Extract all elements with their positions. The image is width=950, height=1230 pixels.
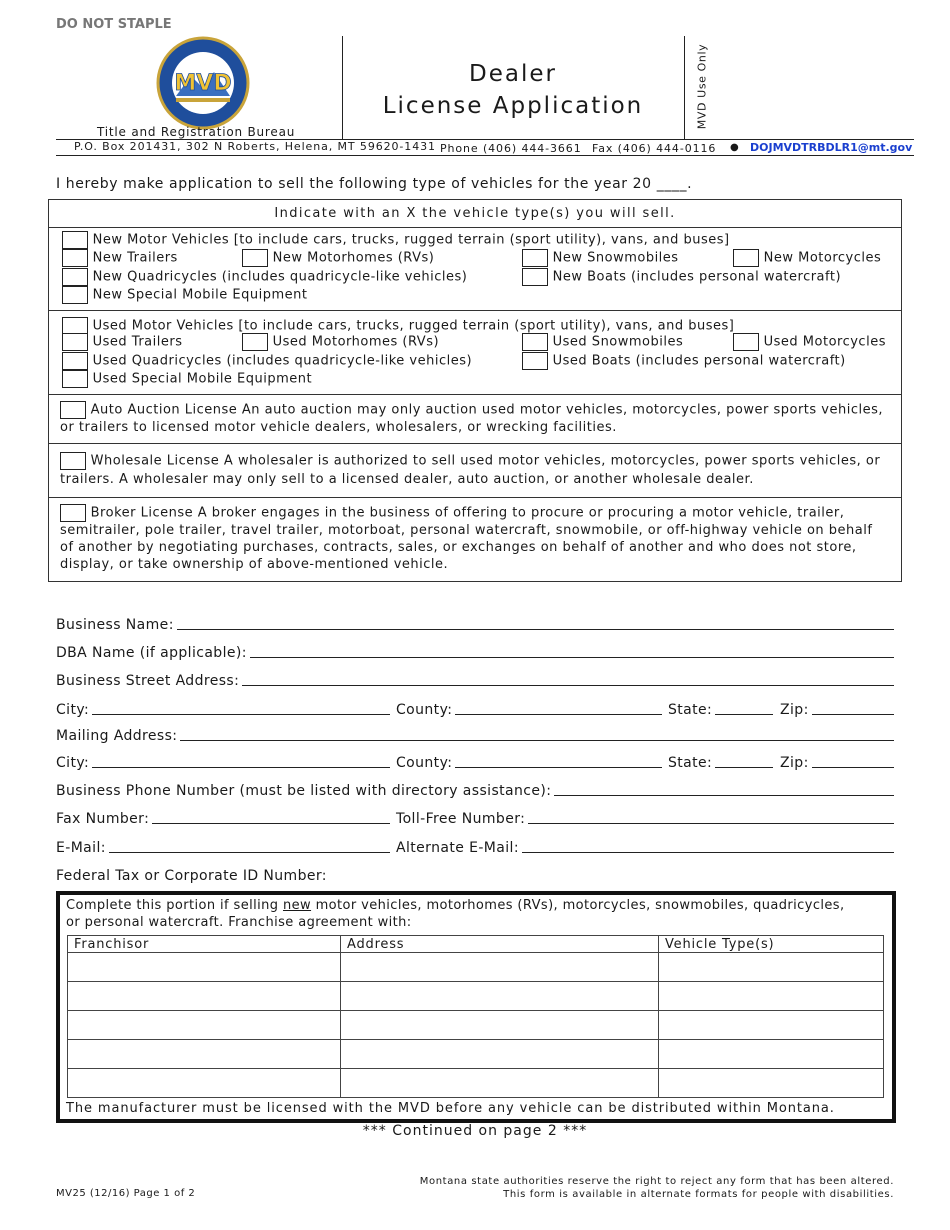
franchise-intro-post: motor vehicles, motorhomes (RVs), motorcycles, snowmobiles, quadricycles, bbox=[311, 898, 845, 913]
new-quadricycles-checkbox[interactable] bbox=[62, 268, 88, 286]
county-input[interactable] bbox=[455, 713, 662, 715]
used-trailers-label: Used Trailers bbox=[92, 334, 183, 350]
new-motorhomes-checkbox[interactable] bbox=[242, 249, 268, 267]
federal-input[interactable] bbox=[330, 880, 894, 881]
new-motorhomes-label: New Motorhomes (RVs) bbox=[272, 250, 435, 266]
used-snowmobiles-item bbox=[522, 333, 683, 351]
wholesale-section bbox=[48, 444, 902, 498]
used-quadricycles-checkbox[interactable] bbox=[62, 352, 88, 370]
vehicle-type-cell[interactable] bbox=[659, 982, 884, 1011]
used-motorhomes-label: Used Motorhomes (RVs) bbox=[272, 334, 440, 350]
form-title bbox=[343, 58, 683, 122]
business-name-input[interactable] bbox=[177, 628, 894, 630]
new-motorcycles-item bbox=[733, 249, 881, 267]
broker-text: Broker License A broker engages in the business of offering to procure or procuring a motor vehicle, trailer, semitrailer, pole trailer, travel trailer, motorboat, personal watercraft, snowmobile, or off-highway vehicle on behalf of another by negotiating purchases, contracts, sales, or exchanges on behalf of another and who does not store, display, or take ownership of above-mentioned vehicle. bbox=[60, 505, 873, 572]
intro-statement: I hereby make application to sell the following type of vehicles for the year 20 ____. bbox=[56, 176, 693, 192]
bureau-name: Title and Registration Bureau bbox=[97, 125, 296, 139]
form-id: MV25 (12/16) Page 1 of 2 bbox=[56, 1188, 196, 1199]
county-label: County: bbox=[396, 702, 453, 718]
state-label: State: bbox=[668, 702, 713, 718]
new-boats-item bbox=[522, 268, 841, 286]
franchise-intro-pre: Complete this portion if selling bbox=[66, 898, 283, 913]
franchisor-cell[interactable] bbox=[68, 982, 341, 1011]
franchise-intro-new: new bbox=[282, 898, 312, 913]
used-boats-label: Used Boats (includes personal watercraft) bbox=[552, 353, 846, 369]
used-motorcycles-item bbox=[733, 333, 886, 351]
new-trailers-label: New Trailers bbox=[92, 250, 178, 266]
form-title-line1: Dealer bbox=[469, 61, 557, 87]
table-row bbox=[68, 1040, 884, 1069]
new-motorcycles-label: New Motorcycles bbox=[763, 250, 882, 266]
address-cell[interactable] bbox=[341, 953, 659, 982]
vehicle-type-cell[interactable] bbox=[659, 1040, 884, 1069]
business-name-row bbox=[56, 617, 894, 633]
used-trailers-checkbox[interactable] bbox=[62, 333, 88, 351]
vehicle-type-heading-box bbox=[48, 199, 902, 228]
vehicle-type-cell[interactable] bbox=[659, 1069, 884, 1098]
franchise-table-header bbox=[68, 936, 884, 953]
header-rule-lower bbox=[56, 155, 914, 156]
new-snowmobiles-checkbox[interactable] bbox=[522, 249, 548, 267]
mailing-state-row bbox=[668, 755, 773, 771]
mailing-address: P.O. Box 201431, 302 N Roberts, Helena, MT 59620-1431 bbox=[74, 140, 436, 153]
used-motorcycles-label: Used Motorcycles bbox=[763, 334, 886, 350]
used-motorhomes-checkbox[interactable] bbox=[242, 333, 268, 351]
used-special-label: Used Special Mobile Equipment bbox=[92, 371, 313, 387]
mailing-zip-label: Zip: bbox=[780, 755, 809, 771]
new-motor-checkbox[interactable] bbox=[62, 231, 88, 249]
city-input[interactable] bbox=[92, 713, 390, 715]
address-cell[interactable] bbox=[341, 1011, 659, 1040]
new-boats-label: New Boats (includes personal watercraft) bbox=[552, 269, 842, 285]
email-row bbox=[56, 840, 390, 856]
fax-number: Fax (406) 444-0116 bbox=[592, 142, 717, 155]
mailing-state-label: State: bbox=[668, 755, 713, 771]
used-snowmobiles-checkbox[interactable] bbox=[522, 333, 548, 351]
header-divider-right bbox=[684, 36, 685, 140]
franchise-intro-line2: or personal watercraft. Franchise agreement with: bbox=[66, 915, 412, 930]
fax-row bbox=[56, 811, 390, 827]
used-trailers-item bbox=[62, 333, 183, 351]
contact-email-link[interactable]: DOJMVDTRBDLR1@mt.gov bbox=[750, 141, 913, 154]
mailing-county-label: County: bbox=[396, 755, 453, 771]
table-row bbox=[68, 1011, 884, 1040]
footer-notice-line1: Montana state authorities reserve the right to reject any form that has been altered. bbox=[419, 1176, 894, 1187]
vehicle-type-cell[interactable] bbox=[659, 953, 884, 982]
mailing-state-input[interactable] bbox=[715, 766, 773, 768]
auto-auction-section bbox=[48, 395, 902, 444]
zip-row bbox=[780, 702, 894, 718]
alt-email-row bbox=[396, 840, 894, 856]
federal-row bbox=[56, 868, 894, 884]
fax-input[interactable] bbox=[152, 822, 390, 824]
dba-input[interactable] bbox=[250, 656, 894, 658]
mailing-city-row bbox=[56, 755, 390, 771]
federal-label: Federal Tax or Corporate ID Number: bbox=[56, 868, 327, 884]
broker-text-block bbox=[60, 504, 890, 573]
city-label: City: bbox=[56, 702, 90, 718]
phone-row bbox=[56, 783, 894, 799]
state-input[interactable] bbox=[715, 713, 773, 715]
table-row bbox=[68, 982, 884, 1011]
street-row bbox=[56, 673, 894, 689]
mailing-zip-input[interactable] bbox=[812, 766, 894, 768]
franchise-table bbox=[67, 935, 884, 1098]
tollfree-label: Toll-Free Number: bbox=[396, 811, 526, 827]
alt-email-input[interactable] bbox=[522, 851, 894, 853]
mvd-logo bbox=[156, 36, 250, 130]
zip-label: Zip: bbox=[780, 702, 809, 718]
used-vehicles-section bbox=[48, 311, 902, 395]
form-title-line2: License Application bbox=[382, 93, 644, 119]
footer-notice-line2: This form is available in alternate formats for people with disabilities. bbox=[503, 1189, 894, 1200]
new-motorcycles-checkbox[interactable] bbox=[733, 249, 759, 267]
new-motorhomes-item bbox=[242, 249, 434, 267]
wholesale-checkbox[interactable] bbox=[60, 452, 86, 470]
bullet: ● bbox=[730, 142, 739, 153]
street-input[interactable] bbox=[242, 684, 894, 686]
used-boats-item bbox=[522, 352, 846, 370]
mailing-county-input[interactable] bbox=[455, 766, 662, 768]
table-row bbox=[68, 1069, 884, 1098]
fax-label: Fax Number: bbox=[56, 811, 150, 827]
address-cell[interactable] bbox=[341, 982, 659, 1011]
phone-label: Business Phone Number (must be listed with directory assistance): bbox=[56, 783, 552, 799]
auto-auction-text: Auto Auction License An auto auction may only auction used motor vehicles, motorcycles, power sports vehicles, or trailers to licensed motor vehicle dealers, wholesalers, or wrecking facilities. bbox=[60, 402, 884, 435]
tollfree-input[interactable] bbox=[528, 822, 894, 824]
mailing-city-label: City: bbox=[56, 755, 90, 771]
wholesale-text: Wholesale License A wholesaler is authorized to sell used motor vehicles, motorcycles, power sports vehicles, or trailers. A wholesaler may only sell to a licensed dealer, auto auction, or another wholesale dealer. bbox=[60, 453, 881, 487]
used-motorhomes-item bbox=[242, 333, 439, 351]
broker-section bbox=[48, 498, 902, 582]
county-row bbox=[396, 702, 662, 718]
new-quadricycles-label: New Quadricycles (includes quadricycle-like vehicles) bbox=[92, 269, 468, 285]
new-special-checkbox[interactable] bbox=[62, 286, 88, 304]
table-row bbox=[68, 953, 884, 982]
email-label: E-Mail: bbox=[56, 840, 106, 856]
new-special-item bbox=[62, 286, 307, 304]
state-row bbox=[668, 702, 773, 718]
new-snowmobiles-label: New Snowmobiles bbox=[552, 250, 679, 266]
mailing-row bbox=[56, 728, 894, 744]
new-trailers-checkbox[interactable] bbox=[62, 249, 88, 267]
used-quadricycles-label: Used Quadricycles (includes quadricycle-like vehicles) bbox=[92, 353, 473, 369]
franchisor-cell[interactable] bbox=[68, 1011, 341, 1040]
mailing-county-row bbox=[396, 755, 662, 771]
franchise-note: The manufacturer must be licensed with the MVD before any vehicle can be distributed within Montana. bbox=[66, 1101, 835, 1116]
franchisor-cell[interactable] bbox=[68, 1040, 341, 1069]
franchisor-cell[interactable] bbox=[68, 953, 341, 982]
used-special-item bbox=[62, 370, 312, 388]
do-not-staple: DO NOT STAPLE bbox=[56, 17, 172, 32]
mailing-label: Mailing Address: bbox=[56, 728, 178, 744]
alt-email-label: Alternate E-Mail: bbox=[396, 840, 519, 856]
new-snowmobiles-item bbox=[522, 249, 679, 267]
new-boats-checkbox[interactable] bbox=[522, 268, 548, 286]
used-snowmobiles-label: Used Snowmobiles bbox=[552, 334, 684, 350]
used-quadricycles-item bbox=[62, 352, 472, 370]
business-name-label: Business Name: bbox=[56, 617, 174, 633]
col-address: Address bbox=[341, 936, 659, 953]
street-label: Business Street Address: bbox=[56, 673, 240, 689]
vehicle-type-heading: Indicate with an X the vehicle type(s) you will sell. bbox=[274, 206, 676, 221]
new-vehicles-section bbox=[48, 227, 902, 311]
city-row bbox=[56, 702, 390, 718]
auto-auction-text-block bbox=[60, 401, 890, 436]
continued-note: *** Continued on page 2 *** bbox=[362, 1123, 588, 1139]
auto-auction-checkbox[interactable] bbox=[60, 401, 86, 419]
broker-checkbox[interactable] bbox=[60, 504, 86, 522]
dba-label: DBA Name (if applicable): bbox=[56, 645, 247, 661]
used-motor-label: Used Motor Vehicles [to include cars, trucks, rugged terrain (sport utility), vans, and buses] bbox=[92, 318, 735, 334]
footer-notice bbox=[360, 1175, 894, 1201]
zip-input[interactable] bbox=[812, 713, 894, 715]
new-trailers-item bbox=[62, 249, 178, 267]
new-motor-row bbox=[62, 231, 730, 249]
email-input[interactable] bbox=[109, 851, 390, 853]
address-cell[interactable] bbox=[341, 1040, 659, 1069]
used-motorcycles-checkbox[interactable] bbox=[733, 333, 759, 351]
mailing-zip-row bbox=[780, 755, 894, 771]
used-special-checkbox[interactable] bbox=[62, 370, 88, 388]
phone-number: Phone (406) 444-3661 bbox=[440, 142, 582, 155]
used-boats-checkbox[interactable] bbox=[522, 352, 548, 370]
address-cell[interactable] bbox=[341, 1069, 659, 1098]
col-franchisor: Franchisor bbox=[68, 936, 341, 953]
franchise-intro bbox=[66, 897, 876, 931]
tollfree-row bbox=[396, 811, 894, 827]
dba-row bbox=[56, 645, 894, 661]
svg-text:MVD: MVD bbox=[174, 71, 232, 96]
col-vehicle-types: Vehicle Type(s) bbox=[659, 936, 884, 953]
mailing-city-input[interactable] bbox=[92, 766, 390, 768]
phone-input[interactable] bbox=[554, 794, 894, 796]
franchisor-cell[interactable] bbox=[68, 1069, 341, 1098]
mvd-use-only-label: MVD Use Only bbox=[695, 43, 709, 130]
wholesale-text-block bbox=[60, 452, 894, 489]
new-motor-label: New Motor Vehicles [to include cars, trucks, rugged terrain (sport utility), vans, and buses] bbox=[92, 232, 730, 248]
mailing-input[interactable] bbox=[180, 739, 894, 741]
new-special-label: New Special Mobile Equipment bbox=[92, 287, 308, 303]
new-quadricycles-item bbox=[62, 268, 467, 286]
vehicle-type-cell[interactable] bbox=[659, 1011, 884, 1040]
